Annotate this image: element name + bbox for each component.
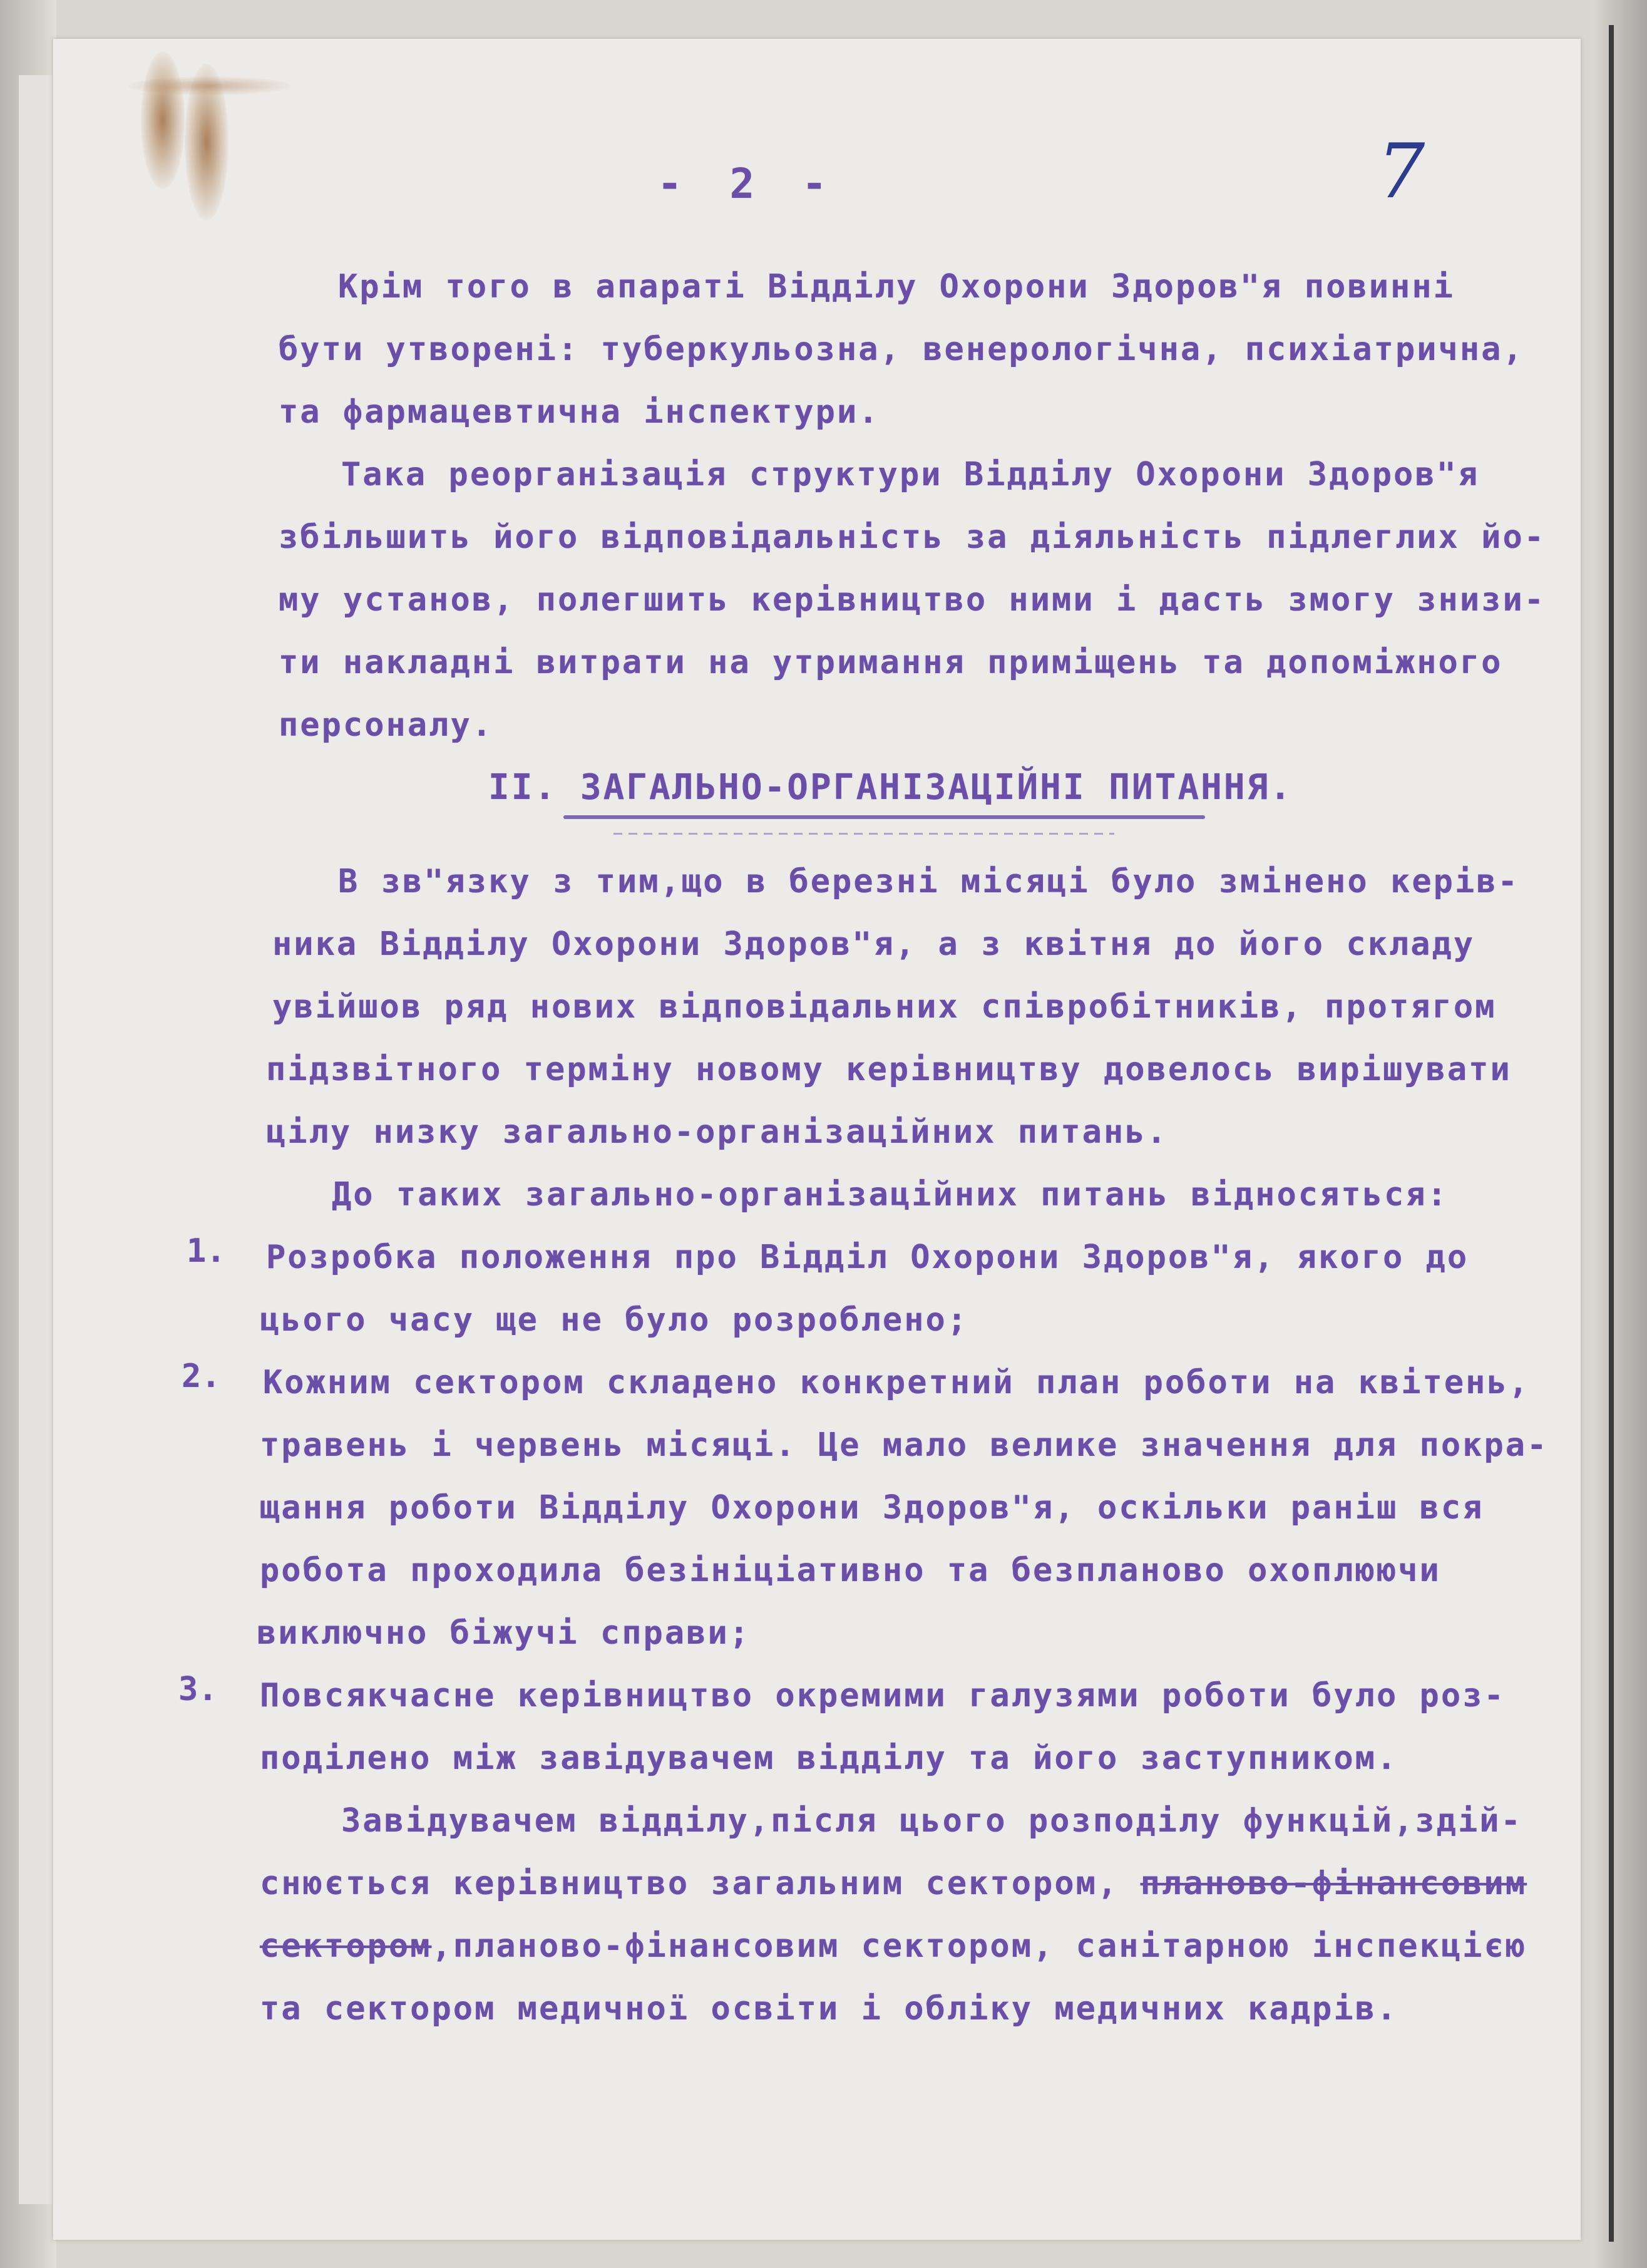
struck-text: планово-фінансовим bbox=[1140, 1865, 1527, 1902]
heading-underline-dashed bbox=[613, 833, 1114, 835]
list-item-line: поділено між завідувачем відділу та його заступником. bbox=[260, 1740, 1398, 1777]
list-item-line: цього часу ще не було розроблено; bbox=[260, 1301, 969, 1339]
list-item-line: травень і червень місяці. Це мало велике значення для покра- bbox=[260, 1426, 1549, 1464]
text-line: ника Відділу Охорони Здоров"я, а з квітня до його складу bbox=[272, 925, 1475, 963]
scan-right-edge bbox=[1591, 0, 1647, 2268]
text-line: Завідувачем відділу,після цього розподілу функцій,здій- bbox=[341, 1802, 1522, 1840]
text-line: персоналу. bbox=[279, 706, 494, 744]
text-segment: ,планово-фінансовим сектором, санітарною інспекцією bbox=[431, 1927, 1527, 1965]
text-line: підзвітного терміну новому керівництву довелось вирішувати bbox=[266, 1051, 1512, 1088]
list-number: 3. bbox=[178, 1671, 218, 1708]
archive-folio-number: 7 bbox=[1377, 128, 1425, 215]
text-line bbox=[260, 1865, 1527, 1902]
list-item-line: виключно біжучі справи; bbox=[257, 1614, 751, 1652]
rust-stain-icon bbox=[141, 51, 185, 189]
heading-underline bbox=[563, 815, 1205, 819]
list-item-line: Повсякчасне керівництво окремими галузями роботи було роз- bbox=[260, 1677, 1506, 1714]
text-line: бути утворені: туберкульозна, венерологічна, психіатрична, bbox=[279, 331, 1524, 368]
text-line: ти накладні витрати на утримання приміщень та допоміжного bbox=[279, 644, 1503, 681]
list-number: 2. bbox=[182, 1358, 221, 1395]
rust-stain-icon bbox=[128, 76, 291, 95]
list-item-line: робота проходила безініціативно та безпланово охоплюючи bbox=[260, 1552, 1441, 1589]
text-line: та сектором медичної освіти і обліку медичних кадрів. bbox=[260, 1990, 1398, 2028]
text-line: цілу низку загально-організаційних питань. bbox=[266, 1113, 1168, 1151]
section-heading: ІІ. ЗАГАЛЬНО-ОРГАНІЗАЦІЙНІ ПИТАННЯ. bbox=[488, 767, 1293, 808]
text-line: В зв"язку з тим,що в березні місяці було змінено керів- bbox=[338, 863, 1519, 900]
struck-text: сектором bbox=[260, 1927, 432, 1965]
page-number: - 2 - bbox=[657, 160, 838, 208]
text-line: До таких загально-організаційних питань відносяться: bbox=[332, 1176, 1449, 1214]
text-line: увійшов ряд нових відповідальних співробітників, протягом bbox=[272, 988, 1497, 1026]
text-line: Така реорганізація структури Відділу Охорони Здоров"я bbox=[341, 456, 1480, 493]
text-line: му установ, полегшить керівництво ними і дасть змогу знизи- bbox=[279, 581, 1546, 619]
text-segment: снюється керівництво загальним сектором, bbox=[260, 1865, 1141, 1902]
list-item-line: щання роботи Відділу Охорони Здоров"я, оскільки раніш вся bbox=[260, 1489, 1484, 1527]
text-line: та фармацевтична інспектури. bbox=[279, 393, 880, 431]
list-number: 1. bbox=[187, 1232, 226, 1270]
list-item-line: Розробка положення про Відділ Охорони Здоров"я, якого до bbox=[266, 1239, 1469, 1276]
text-line: збільшить його відповідальність за діяльність підлеглих йо- bbox=[279, 518, 1546, 556]
scan-border-line bbox=[1609, 25, 1614, 2242]
text-line: Крім того в апараті Відділу Охорони Здоров"я повинні bbox=[338, 268, 1455, 306]
list-item-line: Кожним сектором складено конкретний план роботи на квітень, bbox=[263, 1364, 1531, 1401]
text-line bbox=[260, 1927, 1527, 1965]
